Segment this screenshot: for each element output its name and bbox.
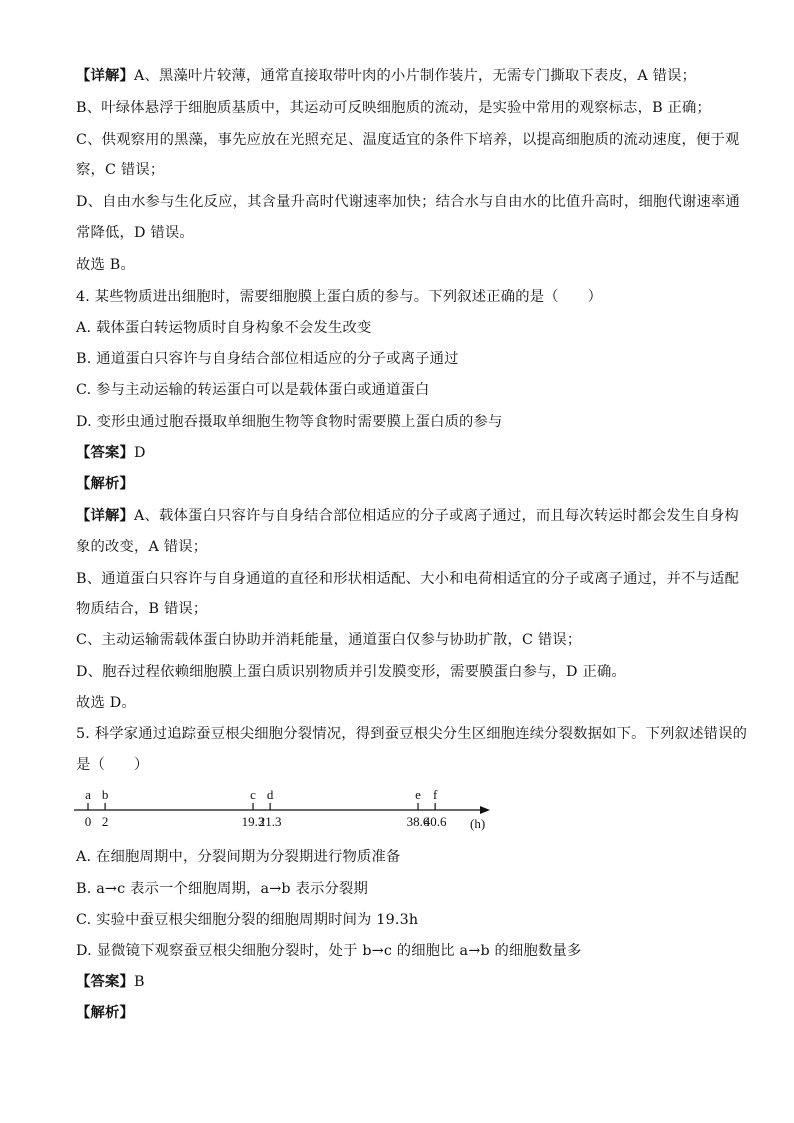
cell-cycle-timeline [60,782,500,834]
timeline-letter-b: b [101,787,109,802]
timeline-value-e: 38.6 [406,814,430,829]
q4-detail-line-2: 象的改变，A 错误； [76,539,208,555]
q4-detail-line-4: 物质结合，B 错误； [76,601,208,617]
q3-detail-line-2: B、叶绿体悬浮于细胞质基质中，其运动可反映细胞质的流动，是实验中常用的观察标志，B 正确； [76,100,712,116]
timeline-letter-c: c [250,787,256,802]
timeline-value-a: 0 [84,814,92,829]
q5-stem-line-1: 5. 科学家通过追踪蚕豆根尖细胞分裂情况，得到蚕豆根尖分生区细胞连续分裂数据如下。下列叙述错误的 [76,726,748,742]
q4-detail-line-5: C、主动运输需载体蛋白协助并消耗能量，通道蛋白仅参与协助扩散，C 错误； [76,632,582,648]
answer-tag: 【答案】 [76,445,134,461]
timeline-letter-e: e [415,787,421,802]
q5-option-c: C. 实验中蚕豆根尖细胞分裂的细胞周期时间为 19.3h [76,912,419,928]
q3-detail-line-3: C、供观察用的黑藻，事先应放在光照充足、温度适宜的条件下培养，以提高细胞质的流动速度，便于观 [76,132,740,148]
q3-detail-line-5: D、自由水参与生化反应，其含量升高时代谢速率加快；结合水与自由水的比值升高时，细胞代谢速率通 [76,194,741,210]
timeline-letter-d: d [266,787,274,802]
timeline-value-d: 21.3 [258,814,282,829]
q4-detail-line-3: B、通道蛋白只容许与自身通道的直径和形状相适配、大小和电荷相适宜的分子或离子通过，并不与适配 [76,571,740,587]
detail-tag: 【详解】 [76,508,134,524]
q5-option-b: B. a→c 表示一个细胞周期，a→b 表示分裂期 [76,881,369,897]
q4-option-d: D. 变形虫通过胞吞摄取单细胞生物等食物时需要膜上蛋白质的参与 [76,414,503,430]
answer-value: B [134,974,145,990]
timeline-value-b: 2 [101,814,109,829]
q5-answer [76,973,145,991]
q5-option-d: D. 显微镜下观察蚕豆根尖细胞分裂时，处于 b→c 的细胞比 a→b 的细胞数量多 [76,943,582,959]
q5-analysis-tag: 【解析】 [76,1005,134,1021]
q4-stem: 4. 某些物质进出细胞时，需要细胞膜上蛋白质的参与。下列叙述正确的是（ ） [76,289,603,305]
answer-value: D [134,445,146,461]
timeline-letter-a: a [85,787,91,802]
q4-analysis-tag: 【解析】 [76,476,134,492]
q4-option-c: C. 参与主动运输的转运蛋白可以是载体蛋白或通道蛋白 [76,382,430,398]
q3-detail-line-1: 【详解】A、黑藻叶片较薄，通常直接取带叶肉的小片制作装片，无需专门撕取下表皮，A 错误； [76,68,697,84]
q4-option-a: A. 载体蛋白转运物质时自身构象不会发生改变 [76,320,372,336]
q5-stem-line-2: 是（ ） [76,757,149,773]
q4-option-b: B. 通道蛋白只容许与自身结合部位相适应的分子或离子通过 [76,351,459,367]
timeline-arrow-icon [480,806,490,814]
q4-answer [76,444,146,462]
q4-detail-line-1: 【详解】A、载体蛋白只容许与自身结合部位相适应的分子或离子通过，而且每次转运时都会发生自身构 [76,508,739,524]
timeline-letter-f: f [432,787,438,802]
answer-tag: 【答案】 [76,974,134,990]
detail-tag: 【详解】 [76,68,134,84]
timeline-value-c: 19.3 [241,814,265,829]
timeline-unit: (h) [470,816,486,831]
timeline-points [85,787,447,829]
q5-option-a: A. 在细胞周期中，分裂间期为分裂期进行物质准备 [76,849,401,865]
timeline-value-f: 40.6 [423,814,447,829]
q3-choice: 故选 B。 [76,257,135,273]
q3-detail-line-6: 常降低，D 错误。 [76,225,194,241]
q4-choice: 故选 D。 [76,695,136,711]
q4-detail-line-6: D、胞吞过程依赖细胞膜上蛋白质识别物质并引发膜变形，需要膜蛋白参与，D 正确。 [76,664,626,680]
q3-detail-line-4: 察，C 错误； [76,162,165,178]
